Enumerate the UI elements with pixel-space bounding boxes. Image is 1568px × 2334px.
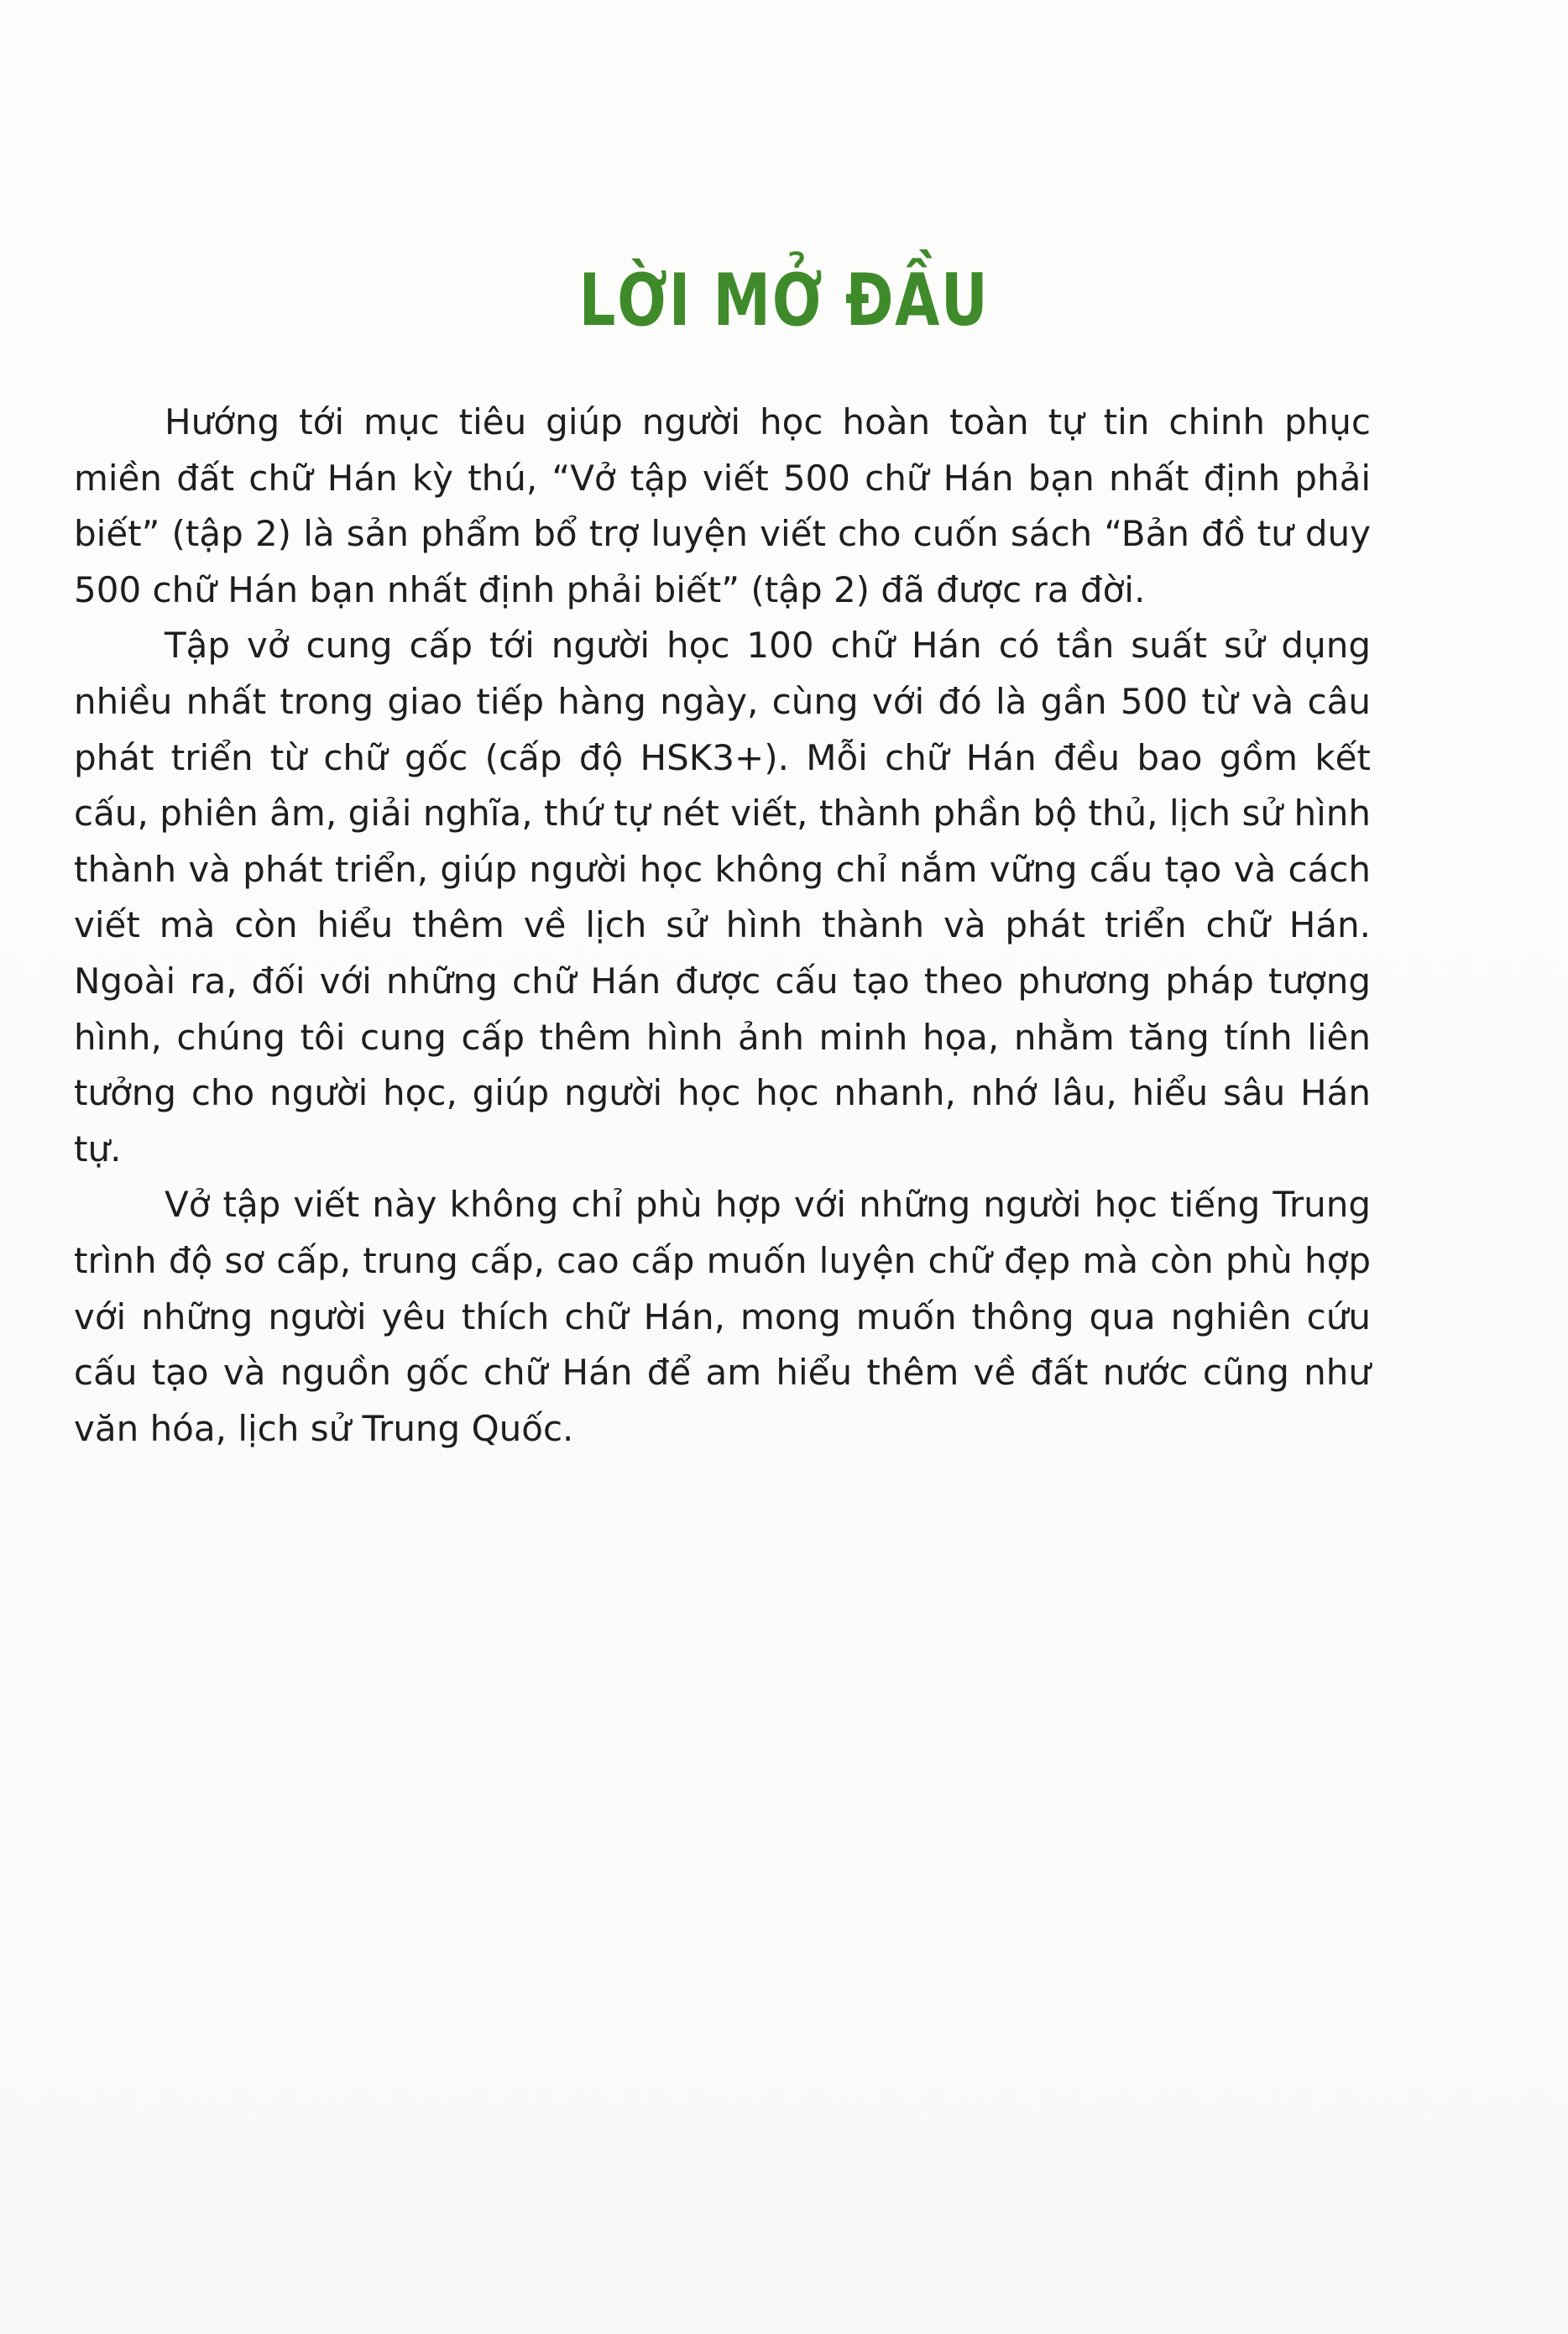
paragraph-1: Hướng tới mục tiêu giúp người học hoàn toàn tự tin chinh phục miền đất chữ Hán kỳ thú, “Vở tập viết 500 chữ Hán bạn nhất định phải biết” (tập 2) là sản phẩm bổ trợ luyện viết cho cuốn sách “Bản đồ tư duy 500 chữ Hán bạn nhất định phải biết” (tập 2) đã được ra đời. bbox=[74, 401, 1371, 610]
paragraph-2: Tập vở cung cấp tới người học 100 chữ Hán có tần suất sử dụng nhiều nhất trong giao tiếp hàng ngày, cùng với đó là gần 500 từ và câu phát triển từ chữ gốc (cấp độ HSK3+). Mỗi chữ Hán đều bao gồm kết cấu, phiên âm, giải nghĩa, thứ tự nét viết, thành phần bộ thủ, lịch sử hình thành và phát triển, giúp người học không chỉ nắm vững cấu tạo và cách viết mà còn hiểu thêm về lịch sử hình thành và phát triển chữ Hán. Ngoài ra, đối với những chữ Hán được cấu tạo theo phương pháp tượng hình, chúng tôi cung cấp thêm hình ảnh minh họa, nhằm tăng tính liên tưởng cho người học, giúp người học học nhanh, nhớ lâu, hiểu sâu Hán tự. bbox=[74, 625, 1371, 1170]
page-title: LỜI MỞ ĐẦU bbox=[578, 258, 990, 343]
preface-body bbox=[74, 395, 1371, 1457]
paragraph-3: Vở tập viết này không chỉ phù hợp với những người học tiếng Trung trình độ sơ cấp, trung cấp, cao cấp muốn luyện chữ đẹp mà còn phù hợp với những người yêu thích chữ Hán, mong muốn thông qua nghiên cứu cấu tạo và nguồn gốc chữ Hán để am hiểu thêm về đất nước cũng như văn hóa, lịch sử Trung Quốc. bbox=[74, 1184, 1371, 1449]
